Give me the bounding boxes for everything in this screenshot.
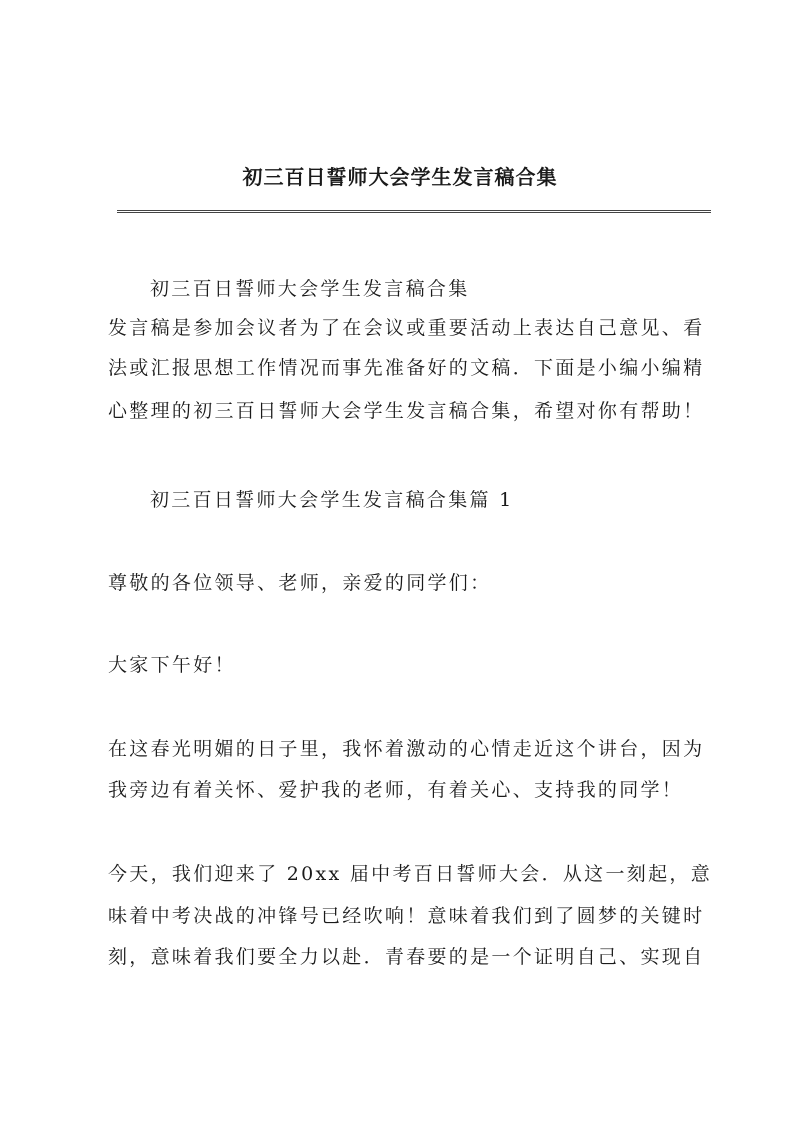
intro-line-3: 心整理的初三百日誓师大会学生发言稿合集，希望对你有帮助！ <box>108 400 705 422</box>
section-heading: 初三百日誓师大会学生发言稿合集篇 1 <box>150 489 514 511</box>
paragraph-2-line-2: 味着中考决战的冲锋号已经吹响！意味着我们到了圆梦的关键时 <box>108 905 705 927</box>
paragraph-1-line-2: 我旁边有着关怀、爱护我的老师，有着关心、支持我的同学！ <box>108 779 684 801</box>
intro-line-1: 发言稿是参加会议者为了在会议或重要活动上表达自己意见、看 <box>108 317 705 339</box>
salutation: 尊敬的各位领导、老师，亲爱的同学们： <box>108 572 492 594</box>
paragraph-1-line-1: 在这春光明媚的日子里，我怀着激动的心情走近这个讲台，因为 <box>108 738 705 760</box>
title-divider <box>117 210 711 213</box>
subtitle: 初三百日誓师大会学生发言稿合集 <box>150 278 470 300</box>
paragraph-2-line-3: 刻，意味着我们要全力以赴．青春要的是一个证明自己、实现自 <box>108 946 705 968</box>
paragraph-2-line-1: 今天，我们迎来了 20xx 届中考百日誓师大会．从这一刻起，意 <box>108 863 712 885</box>
intro-line-2: 法或汇报思想工作情况而事先准备好的文稿．下面是小编小编精 <box>108 357 705 379</box>
document-title: 初三百日誓师大会学生发言稿合集 <box>242 165 558 189</box>
greeting: 大家下午好！ <box>108 654 236 676</box>
